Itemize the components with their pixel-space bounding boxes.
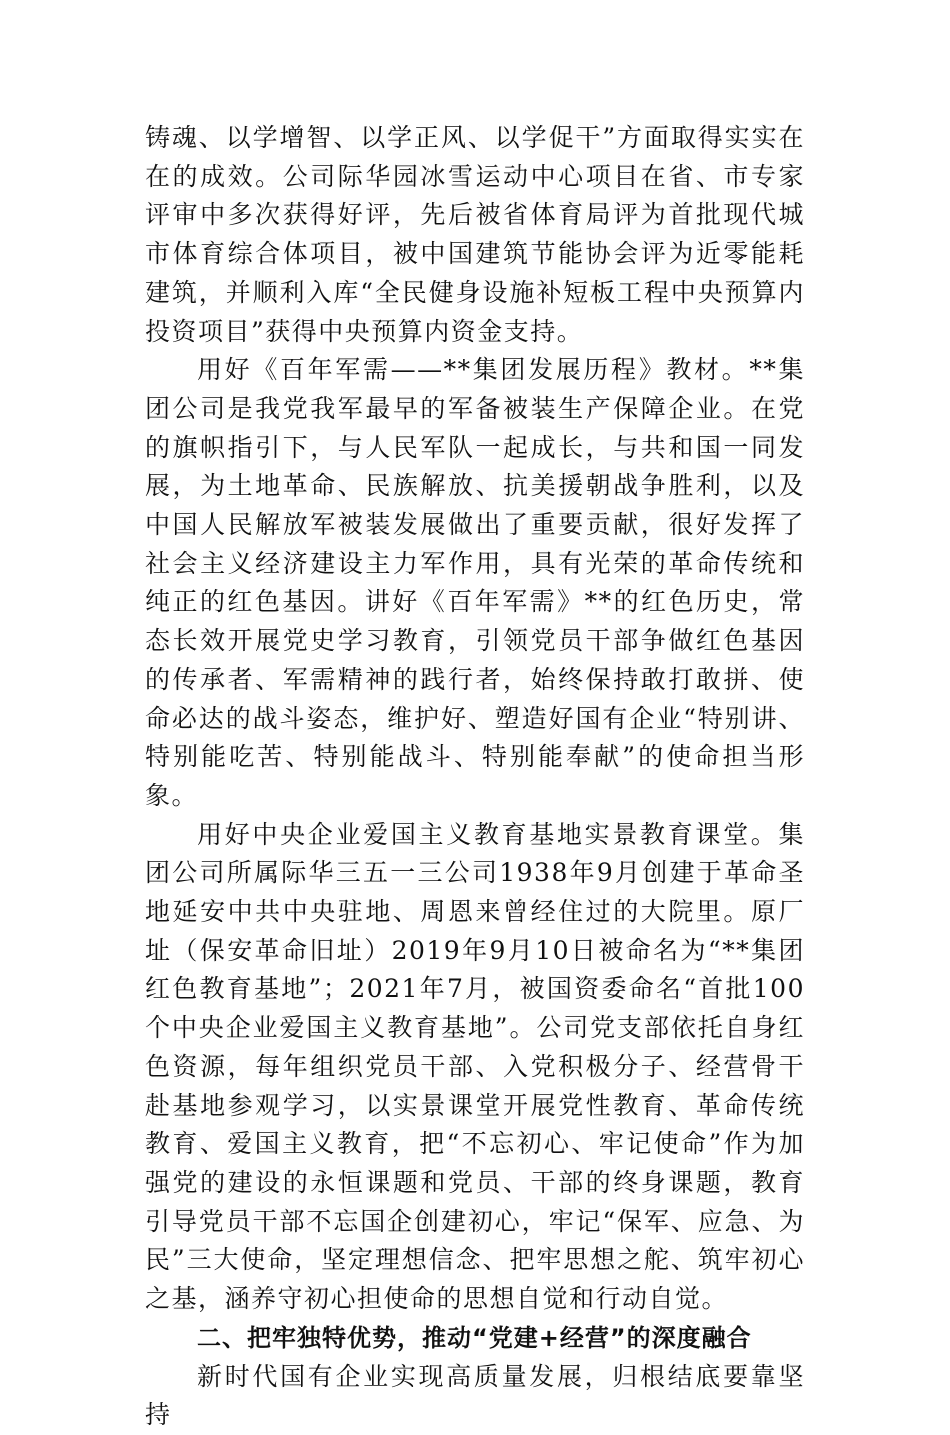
- section-heading: 二、把牢独特优势，推动“党建+经营”的深度融合: [197, 1323, 752, 1352]
- paragraph-education-base: 用好中央企业爱国主义教育基地实景教育课堂。集团公司所属际华三五一三公司1938年9月创建于革命圣地延安中共中央驻地、周恩来曾经住过的大院里。原厂址（保安革命旧址）2019年9月10日被命名为“**集团红色教育基地”；2021年7月，被国资委命名“首批100个中央企业爱国主义教育基地”。公司党支部依托自身红色资源，每年组织党员干部、入党积极分子、经营骨干赴基地参观学习，以实景课堂开展党性教育、革命传统教育、爱国主义教育，把“不忘初心、牢记使命”作为加强党的建设的永恒课题和党员、干部的终身课题，教育引导党员干部不忘国企创建初心，牢记“保军、应急、为民”三大使命，坚定理想信念、把牢思想之舵、筑牢初心之基，涵养守初心担使命的思想自觉和行动自觉。: [145, 819, 805, 1314]
- paragraph-textbook: 用好《百年军需——**集团发展历程》教材。**集团公司是我党我军最早的军备被装生产保障企业。在党的旗帜指引下，与人民军队一起成长，与共和国一同发展，为土地革命、民族解放、抗美援朝战争胜利，以及中国人民解放军被装发展做出了重要贡献，很好发挥了社会主义经济建设主力军作用，具有光荣的革命传统和纯正的红色基因。讲好《百年军需》**的红色历史，常态长效开展党史学习教育，引领党员干部争做红色基因的传承者、军需精神的践行者，始终保持敢打敢拼、使命必达的战斗姿态，维护好、塑造好国有企业“特别讲、特别能吃苦、特别能战斗、特别能奉献”的使命担当形象。: [145, 355, 805, 810]
- document-body: [145, 119, 805, 1435]
- paragraph-continuation: 铸魂、以学增智、以学正风、以学促干”方面取得实实在在的成效。公司际华园冰雪运动中心项目在省、市专家评审中多次获得好评，先后被省体育局评为首批现代城市体育综合体项目，被中国建筑节能协会评为近零能耗建筑，并顺利入库“全民健身设施补短板工程中央预算内投资项目”获得中央预算内资金支持。: [145, 123, 805, 346]
- paragraph-new-era: 新时代国有企业实现高质量发展，归根结底要靠坚持: [145, 1361, 805, 1430]
